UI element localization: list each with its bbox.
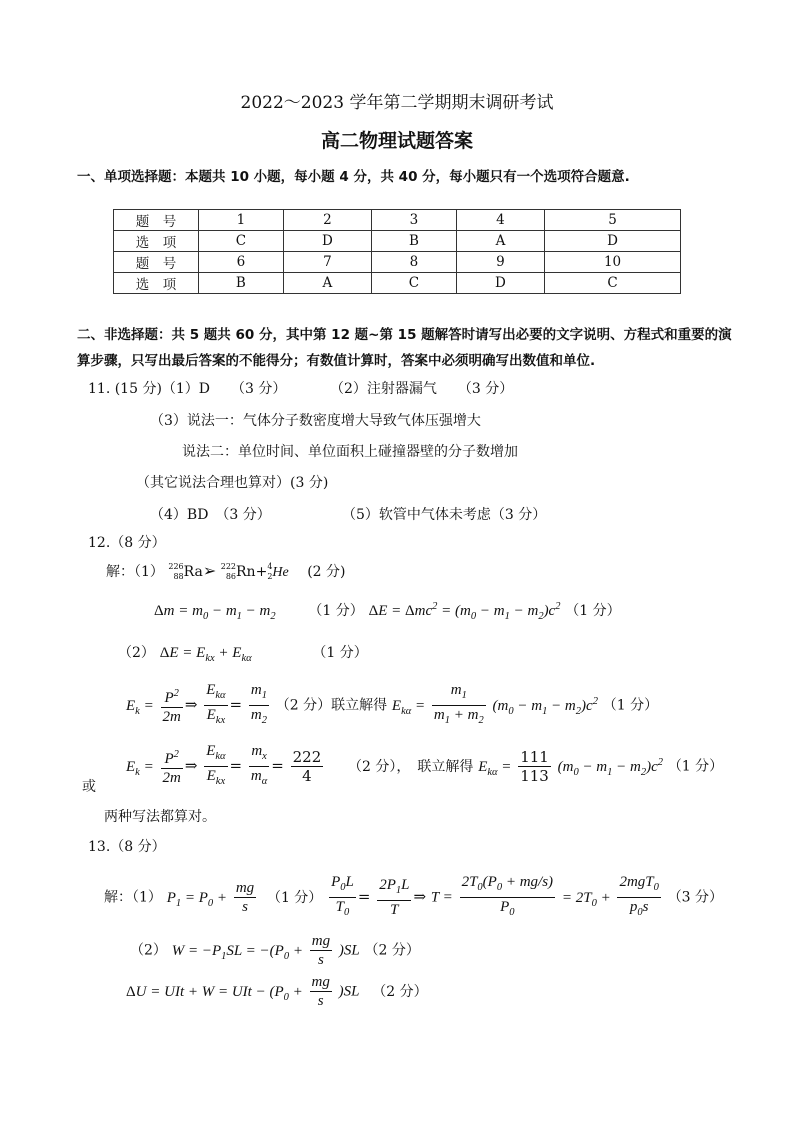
q11-part5: （5）软管中气体未考虑（3 分） bbox=[342, 507, 547, 523]
table-cell: A bbox=[283, 273, 371, 294]
table-cell: C bbox=[372, 273, 457, 294]
points: （2 分） bbox=[372, 983, 428, 1000]
table-cell: D bbox=[456, 273, 544, 294]
table-cell: 选 项 bbox=[114, 231, 199, 252]
table-cell: 1 bbox=[199, 210, 284, 231]
points: （3 分） bbox=[667, 889, 724, 906]
table-cell: B bbox=[199, 273, 284, 294]
table-cell: D bbox=[283, 231, 371, 252]
answer-key-title: 高二物理试题答案 bbox=[320, 130, 473, 152]
q12-or: 或 bbox=[82, 779, 96, 795]
table-cell: 题 号 bbox=[114, 210, 199, 231]
table-cell: 3 bbox=[372, 210, 457, 231]
points: （1 分） bbox=[602, 697, 659, 714]
q13-work: （2） $W = -P_1SL = -(P_0$ + $\frac{mg}{s}$ )SL （2 分） bbox=[130, 933, 420, 968]
q11-part4: （4）BD （3 分） bbox=[150, 507, 271, 523]
points: （1 分） bbox=[312, 645, 368, 661]
table-row bbox=[114, 252, 681, 273]
table-cell: 7 bbox=[283, 252, 371, 273]
table-cell: B bbox=[372, 231, 457, 252]
points: （1 分） bbox=[565, 603, 621, 619]
q13-part1: 解：（1） $P_1 = P_0$ + $\frac{mg}{s}$ （1 分） $\frac{P_0L}{T_0}$ = $\frac{2P_1L}{T}$ ⇒ T = $\frac{2T_0(P_0 + mg/s)}{P_0}$ = $2T_0$ + $\frac{2mgT_0}{p_0s}$ （3 分） bbox=[104, 874, 724, 918]
q12-result-2: $E_k$ = $\frac{P^2}{2m}$ ⇒ $\frac{E_{k\alpha}}{E_{kx}}$ = $\frac{m_x}{m_\alpha}$ = $\frac{222}{4}$ （2 分）， 联立解得 $E_{k\alpha}$ = $\frac{111}{113}$ $(m_0 - m_1 - m_2)c^2$ （1 分） bbox=[126, 743, 724, 787]
solve-label: 解：（1） bbox=[104, 889, 162, 906]
table-cell: 6 bbox=[199, 252, 284, 273]
ratio-denominator: 4 bbox=[302, 767, 312, 785]
points: (2 分) bbox=[307, 564, 346, 580]
points: （2 分）， 联立解得 bbox=[348, 758, 474, 775]
table-cell: A bbox=[456, 231, 544, 252]
table-row bbox=[114, 210, 681, 231]
q11-part3-b: 说法二：单位时间、单位面积上碰撞器壁的分子数增加 bbox=[182, 444, 518, 460]
section1-heading: 一、单项选择题：本题共 10 小题，每小题 4 分，共 40 分，每小题只有一个选项符合题意. bbox=[77, 169, 630, 185]
ratio-numerator: 222 bbox=[292, 748, 322, 766]
q12-energy-split: （2） $\Delta E = E_{kx} + E_{k\alpha}$ （1 分） bbox=[118, 645, 368, 664]
answer-table bbox=[113, 209, 681, 294]
section2-heading-line1: 二、非选择题：共 5 题共 60 分，其中第 12 题~第 15 题解答时请写出必要的文字说明、方程式和重要的演 bbox=[77, 327, 732, 343]
table-cell: 题 号 bbox=[114, 252, 199, 273]
table-cell: 9 bbox=[456, 252, 544, 273]
q11-part3-a: （3）说法一：气体分子数密度增大导致气体压强增大 bbox=[150, 413, 481, 429]
q13-internal-energy: ΔU = UIt + W = UIt − ($P_0$ + $\frac{mg}{s}$ )SL （2 分） bbox=[126, 974, 428, 1009]
coef-denominator: 113 bbox=[520, 767, 549, 785]
table-cell: 4 bbox=[456, 210, 544, 231]
points: （1 分） bbox=[667, 758, 724, 775]
part-label: （2） bbox=[118, 645, 155, 661]
exam-title: 2022～2023 学年第二学期期末调研考试 bbox=[240, 93, 554, 113]
solve-label: 解：（1） bbox=[106, 564, 164, 580]
coef-numerator: 111 bbox=[520, 748, 549, 766]
q12-decay-equation: 解：（1） 226 88Ra➢ 222 86Rn+4 2He (2 分) bbox=[106, 561, 346, 581]
table-row bbox=[114, 231, 681, 252]
table-cell: C bbox=[545, 273, 681, 294]
q12-mass-defect: $\Delta m = m_0 - m_1 - m_2$ （1 分） $\Delta E = \Delta mc^2 = (m_0 - m_1 - m_2)c^2$ （1 分） bbox=[154, 601, 621, 622]
section2-heading-line2: 算步骤，只写出最后答案的不能得分；有数值计算时，答案中必须明确写出数值和单位. bbox=[77, 353, 596, 369]
q11-part3-note: （其它说法合理也算对）(3 分) bbox=[136, 475, 329, 491]
q13-heading: 13.（8 分） bbox=[88, 839, 166, 855]
table-cell: 5 bbox=[545, 210, 681, 231]
part-label: （2） bbox=[130, 942, 167, 959]
q11-part1: 11. (15 分)（1）D （3 分） bbox=[88, 381, 287, 397]
q12-result-1: $E_k$ = $\frac{P^2}{2m}$ ⇒ $\frac{E_{k\alpha}}{E_{kx}}$ = $\frac{m_1}{m_2}$ （2 分）联立解得 $E_{k\alpha}$ = $\frac{m_1}{m_1 + m_2}$ $(m_0 - m_1 - m_2)c^2$ （1 分） bbox=[126, 682, 659, 726]
points: （2 分）联立解得 bbox=[275, 697, 388, 714]
table-cell: 选 项 bbox=[114, 273, 199, 294]
q12-note: 两种写法都算对。 bbox=[104, 809, 216, 825]
points: （2 分） bbox=[364, 942, 420, 959]
table-cell: 2 bbox=[283, 210, 371, 231]
q11-part2: （2）注射器漏气 （3 分） bbox=[330, 381, 514, 397]
table-cell: C bbox=[199, 231, 284, 252]
table-row bbox=[114, 273, 681, 294]
points: （1 分） bbox=[266, 889, 323, 906]
table-cell: 10 bbox=[545, 252, 681, 273]
table-cell: 8 bbox=[372, 252, 457, 273]
table-cell: D bbox=[545, 231, 681, 252]
points: （1 分） bbox=[308, 603, 364, 619]
q12-heading: 12.（8 分） bbox=[88, 535, 166, 551]
